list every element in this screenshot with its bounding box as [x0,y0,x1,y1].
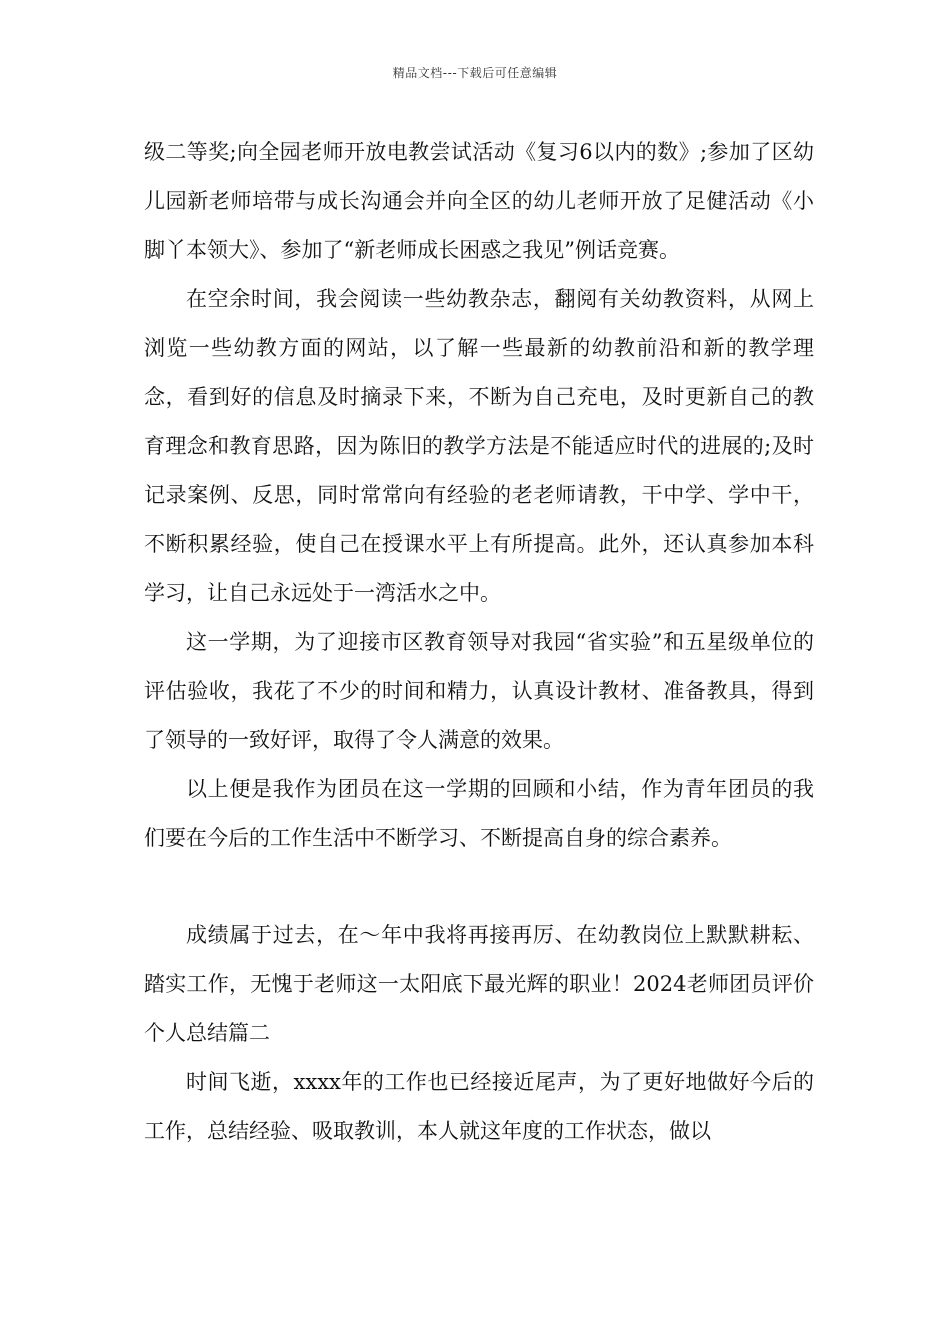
paragraph-2: 在空余时间，我会阅读一些幼教杂志，翻阅有关幼教资料，从网上浏览一些幼教方面的网站，以了解一些最新的幼教前沿和新的教学理念，看到好的信息及时摘录下来，不断为自己充电，及时更新自己的教育理念和教育思路，因为陈旧的教学方法是不能适应时代的进展的;及时记录案例、反思，同时常常向有经验的老老师请教，干中学、学中干，不断积累经验，使自己在授课水平上有所提高。此外，还认真参加本科学习，让自己永远处于一湾活水之中。 [144,287,814,605]
paragraph-gap [144,863,814,911]
paragraph-5: 成绩属于过去，在～年中我将再接再厉、在幼教岗位上默默耕耘、踏实工作，无愧于老师这一太阳底下最光辉的职业！2024老师团员评价个人总结篇二 [144,923,814,1045]
paragraph-1: 级二等奖;向全园老师开放电教尝试活动《复习6以内的数》;参加了区幼儿园新老师培带与成长沟通会并向全区的幼儿老师开放了足健活动《小脚丫本领大》、参加了“新老师成长困惑之我见”例话竞赛。 [144,140,814,262]
paragraph-3: 这一学期，为了迎接市区教育领导对我园“省实验”和五星级单位的评估验收，我花了不少的时间和精力，认真设计教材、准备教具，得到了领导的一致好评，取得了令人满意的效果。 [144,630,814,752]
document-body [144,128,814,1156]
page-header: 精品文档---下载后可任意编辑 [392,66,558,80]
paragraph-4: 以上便是我作为团员在这一学期的回顾和小结，作为青年团员的我们要在今后的工作生活中不断学习、不断提高自身的综合素养。 [144,777,814,850]
paragraph-6: 时间飞逝，xxxx年的工作也已经接近尾声，为了更好地做好今后的工作，总结经验、吸取教训，本人就这年度的工作状态，做以 [144,1070,814,1143]
